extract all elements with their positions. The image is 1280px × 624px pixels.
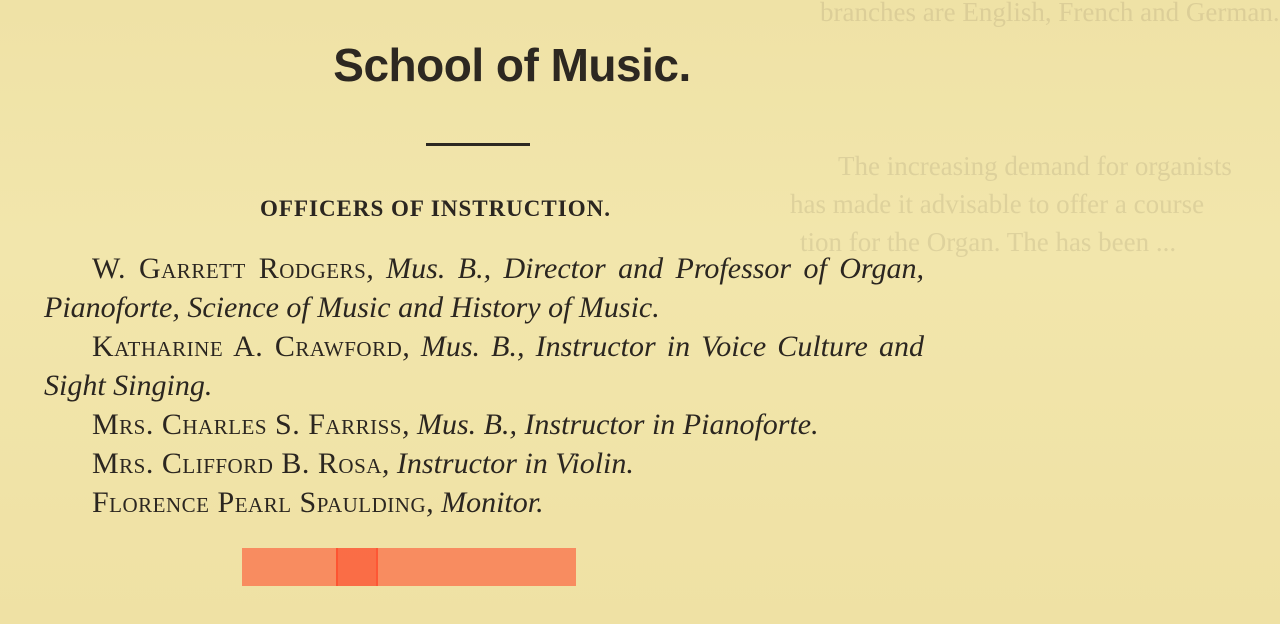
officer-title: , Mus. B., Instructor in Voice Culture and Sight Singing. [44, 330, 924, 402]
highlight-mark [376, 548, 576, 586]
officer-entry [44, 327, 924, 405]
officer-name: W. Garrett Rodgers [92, 252, 367, 285]
officer-name: Katharine A. Crawford [92, 330, 403, 363]
officer-name: Mrs. Charles S. Farriss [92, 408, 402, 441]
officer-name: Mrs. Clifford B. Rosa [92, 447, 382, 480]
highlight-mark [336, 548, 378, 586]
officer-title: , Mus. B., Director and Professor of Organ, Pianoforte, Science of Music and History of Music. [44, 252, 924, 324]
officer-title: , Instructor in Violin. [381, 447, 634, 480]
officers-list [44, 249, 924, 522]
show-through-text: branches are English, French and German. The increasing demand for organists has made it advisable to offer a course tion for the Organ. The has been ... [790, 0, 1280, 257]
section-heading: OFFICERS OF INSTRUCTION. [260, 196, 611, 221]
officer-title: , Mus. B., Instructor in Pianoforte. [401, 408, 819, 441]
officer-title: , Monitor. [426, 486, 544, 519]
officer-entry [44, 405, 924, 444]
officer-entry [44, 444, 924, 483]
highlight-mark [242, 548, 338, 586]
officer-entry [44, 249, 924, 327]
page-title: School of Music. [333, 39, 691, 91]
title-rule [426, 143, 530, 146]
officer-name: Florence Pearl Spaulding [92, 486, 427, 519]
officer-entry [44, 483, 924, 522]
